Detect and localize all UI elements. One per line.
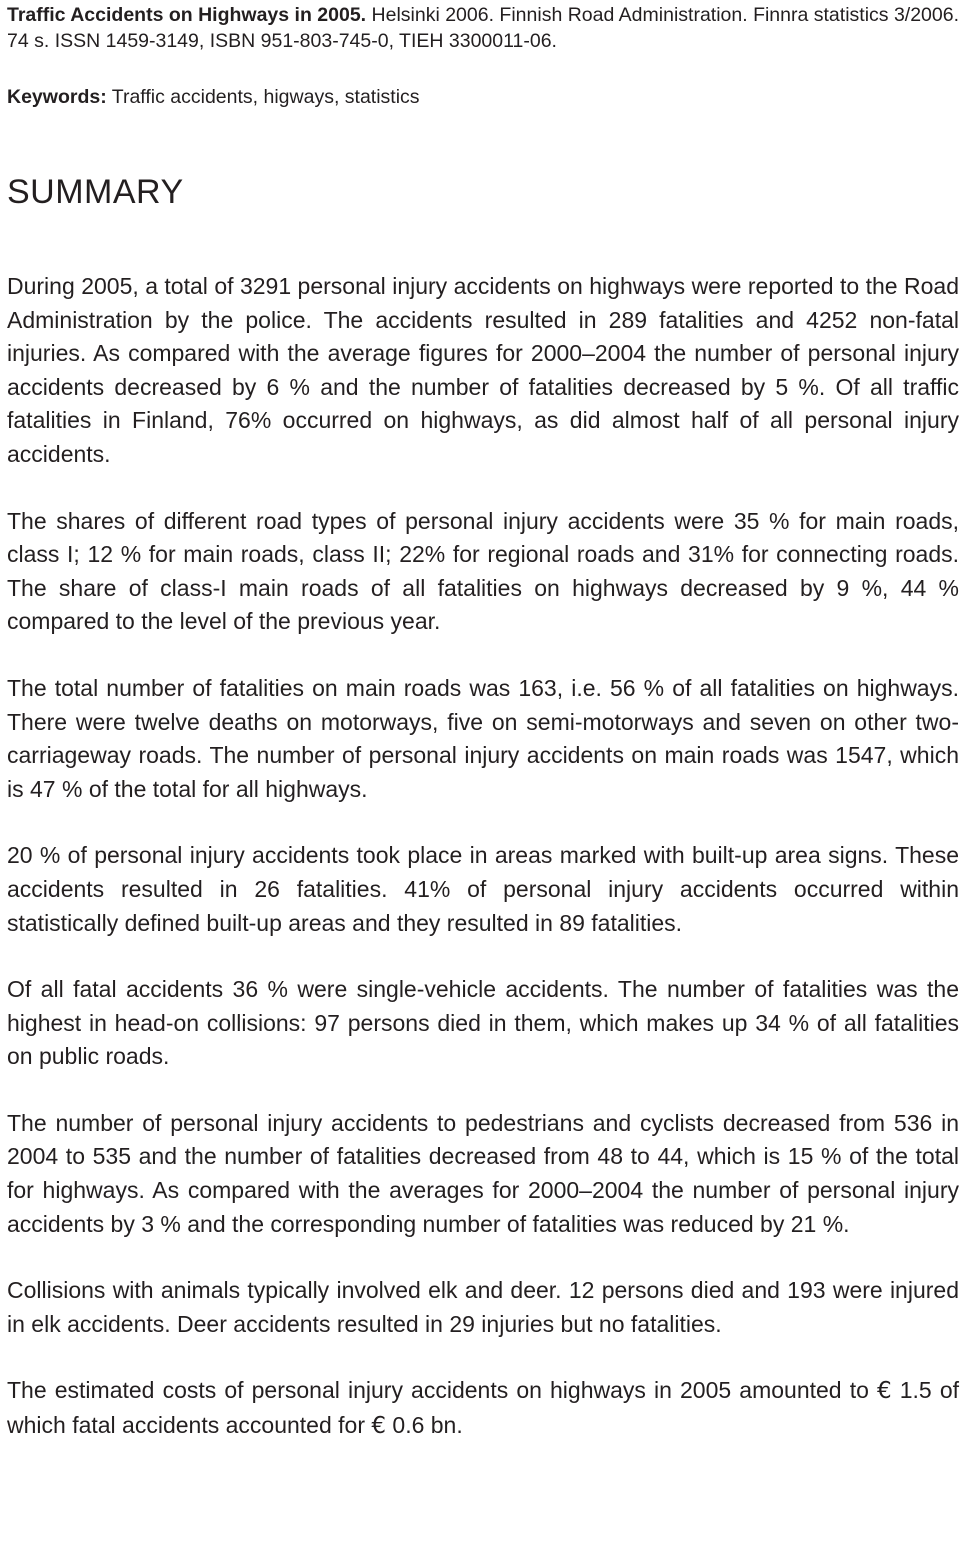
keywords (7, 84, 959, 110)
paragraph-overview: During 2005, a total of 3291 personal injury accidents on highways were reported to the Road Administration by the police. The accidents resulted in 289 fatalities and 4252 non-fatal injuries. As compared with the average figures for 2000–2004 the number of personal injury accidents decreased by 6 % and the number of fatalities decreased by 5 %. Of all traffic fatalities in Finland, 76% occurred on highways, as did almost half of all personal injury accidents. (7, 273, 959, 467)
paragraph-fatal-accidents: Of all fatal accidents 36 % were single-vehicle accidents. The number of fatalities was the highest in head-on collisions: 97 persons died in them, which makes up 34 % of all fatalities on public roads. (7, 976, 959, 1070)
citation-title: Traffic Accidents on Highways in 2005. (7, 4, 367, 26)
costs-text-part1: The estimated costs of personal injury accidents on highways in 2005 amounted to (7, 1377, 877, 1404)
keywords-value: Traffic accidents, higways, statistics (106, 86, 420, 108)
citation (7, 2, 959, 54)
costs-text-part3: 0.6 bn. (386, 1412, 463, 1439)
paragraph-costs (7, 1374, 959, 1443)
paragraph-road-types: The shares of different road types of personal injury accidents were 35 % for main roads, class I; 12 % for main roads, class II; 22% for regional roads and 31% for connecting roads. The share of class-I main roads of all fatalities on highways decreased by 9 %, 44 % compared to the level of the previous year. (7, 507, 959, 635)
euro-symbol: € (371, 1413, 387, 1440)
paragraph-built-up-areas: 20 % of personal injury accidents took place in areas marked with built-up area signs. These accidents resulted in 26 fatalities. 41% of personal injury accidents occurred within statistically defined built-up areas and they resulted in 89 fatalities. (7, 842, 959, 936)
euro-symbol: € (876, 1378, 892, 1405)
keywords-label: Keywords: (7, 86, 107, 108)
paragraph-pedestrians-cyclists: The number of personal injury accidents to pedestrians and cyclists decreased from 536 in 2004 to 535 and the number of fatalities decreased from 48 to 44, which is 15 % of the total for highways. As compared with the averages for 2000–2004 the number of personal injury accidents by 3 % and the corresponding number of fatalities was reduced by 21 %. (7, 1109, 959, 1237)
paragraph-animal-collisions: Collisions with animals typically involved elk and deer. 12 persons died and 193 were injured in elk accidents. Deer accidents resulted in 29 injuries but no fatalities. (7, 1277, 959, 1337)
citation-details: Helsinki 2006. Finnish Road Administration. Finnra statistics 3/2006. 74 s. ISSN 1459-3149, ISBN 951-803-745-0, TIEH 3300011-06. (7, 4, 960, 52)
summary-body (7, 270, 959, 1444)
paragraph-main-roads: The total number of fatalities on main roads was 163, i.e. 56 % of all fatalities on highways. There were twelve deaths on motorways, five on semi-motorways and seven on other two-carriageway roads. The number of personal injury accidents on main roads was 1547, which is 47 % of the total for all highways. (7, 674, 959, 802)
summary-heading: SUMMARY (7, 173, 184, 211)
document-page (7, 0, 959, 1477)
costs-text-part2: 1.5 of which fatal accidents accounted for (7, 1377, 959, 1439)
